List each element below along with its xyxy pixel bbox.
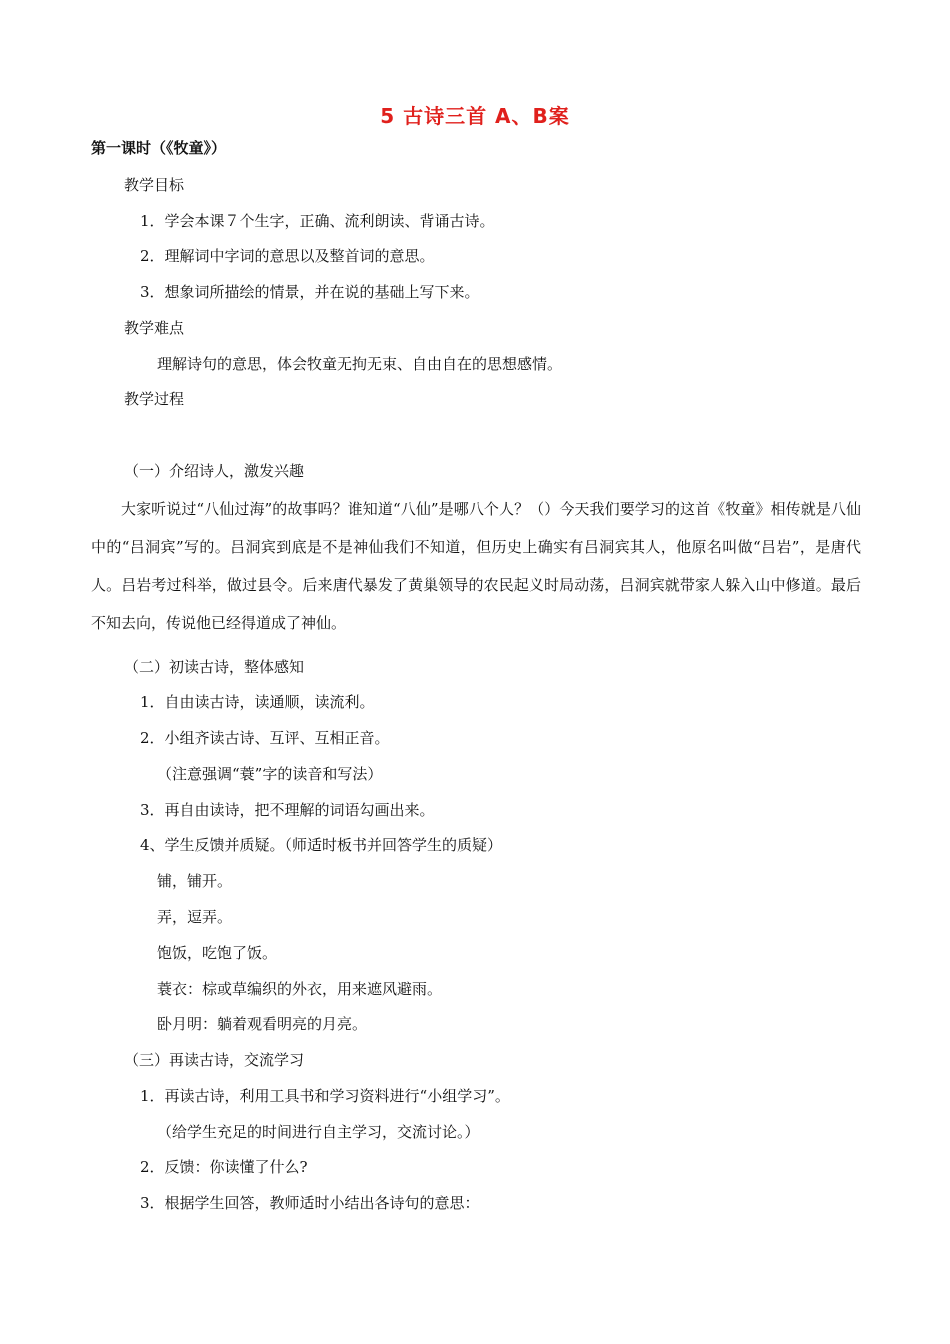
word-explanation: 饱饭，吃饱了饭。 (157, 944, 278, 962)
part2-item: 4、学生反馈并质疑。（师适时板书并回答学生的质疑） (140, 836, 503, 854)
document-title: 5 古诗三首 A、B案 (380, 104, 570, 128)
lesson-heading: 第一课时（《牧童》） (91, 139, 227, 157)
part2-heading: （二）初读古诗，整体感知 (124, 658, 305, 676)
part2-item: 3．再自由读诗，把不理解的词语勾画出来。 (140, 801, 435, 819)
part3-item: 3．根据学生回答，教师适时小结出各诗句的意思： (140, 1194, 480, 1212)
word-explanation: 弄，逗弄。 (157, 908, 233, 926)
part2-item: 2．小组齐读古诗、互评、互相正音。 (140, 729, 390, 747)
word-explanation: 卧月明：躺着观看明亮的月亮。 (157, 1015, 368, 1033)
part1-heading: （一）介绍诗人，激发兴趣 (124, 462, 305, 480)
goal-item: 1．学会本课７个生字，正确、流利朗读、背诵古诗。 (140, 212, 495, 230)
difficulty-heading: 教学难点 (124, 319, 185, 337)
process-heading: 教学过程 (124, 390, 185, 408)
word-explanation: 蓑衣：棕或草编织的外衣，用来遮风避雨。 (157, 980, 443, 998)
part2-note: （注意强调“蓑”字的读音和写法） (157, 765, 383, 783)
part3-heading: （三）再读古诗，交流学习 (124, 1051, 305, 1069)
part2-item: 1．自由读古诗，读通顺，读流利。 (140, 693, 375, 711)
part3-item: 1．再读古诗，利用工具书和学习资料进行“小组学习”。 (140, 1087, 510, 1105)
part3-item: 2．反馈：你读懂了什么? (140, 1158, 308, 1176)
goal-item: 3．想象词所描绘的情景，并在说的基础上写下来。 (140, 283, 480, 301)
goal-item: 2．理解词中字词的意思以及整首词的意思。 (140, 247, 435, 265)
word-explanation: 铺，铺开。 (157, 872, 233, 890)
part1-paragraph: 大家听说过“八仙过海”的故事吗？谁知道“八仙”是哪八个人？（）今天我们要学习的这首《牧童》相传就是八仙中的“吕洞宾”写的。吕洞宾到底是不是神仙我们不知道，但历史上确实有吕洞宾其人，他原名叫做“吕岩”，是唐代人。吕岩考过科举，做过县令。后来唐代暴发了黄巢领导的农民起义时局动荡，吕洞宾就带家人躲入山中修道。最后不知去向，传说他已经得道成了神仙。 (91, 500, 861, 632)
difficulty-text: 理解诗句的意思，体会牧童无拘无束、自由自在的思想感情。 (157, 355, 563, 373)
part3-note: （给学生充足的时间进行自主学习，交流讨论。） (157, 1123, 480, 1141)
goals-heading: 教学目标 (124, 176, 185, 194)
